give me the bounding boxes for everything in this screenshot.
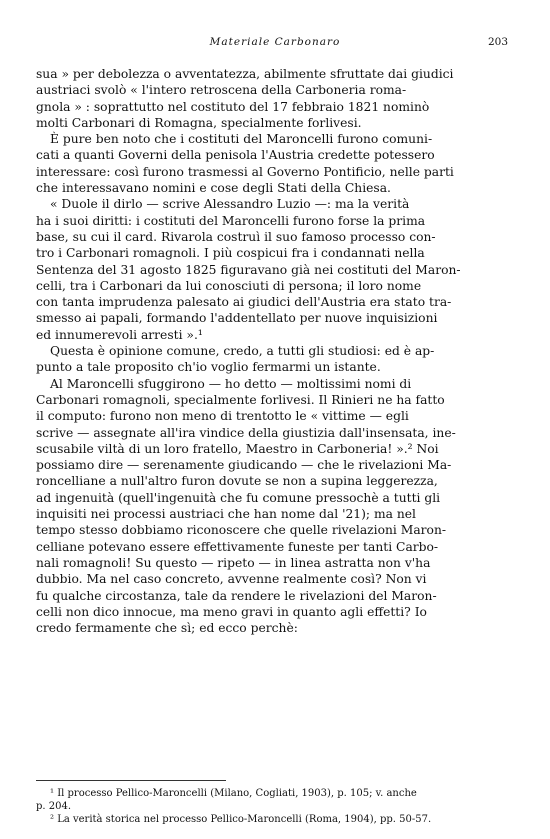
page-header (0, 36, 550, 50)
text-line: tempo stesso dobbiamo riconoscere che quelle rivelazioni Maron- (36, 523, 447, 538)
text-line: ad ingenuità (quell'ingenuità che fu comune pressochè a tutti gli (36, 490, 441, 505)
text-line: nali romagnoli! Su questo — ripeto — in linea astratta non v'ha (36, 555, 431, 570)
running-title: Materiale Carbonaro (209, 36, 341, 48)
text-line: con tanta imprudenza palesato ai giudici dell'Austria era stato tra- (36, 295, 452, 310)
text-line: roncelliane a null'altro furon dovute se non a supina leggerezza, (36, 474, 438, 489)
text-line: il computo: furono non meno di trentotto le « vittime — egli (36, 409, 409, 424)
text-line: « Duole il dirlo — scrive Alessandro Luzio —: ma la verità (50, 197, 410, 212)
text-line: austriaci svolò « l'intero retroscena della Carboneria roma- (36, 83, 407, 98)
text-line: Questa è opinione comune, credo, a tutti gli studiosi: ed è ap- (50, 344, 435, 359)
text-line: smesso ai papali, formando l'addentellato per nuove inquisizioni (36, 311, 438, 326)
text-line: celli non dico innocue, ma meno gravi in quanto agli effetti? Io (36, 604, 427, 619)
footnote-line: ² La verità storica nel processo Pellico-Maroncelli (Roma, 1904), pp. 50-57. (50, 814, 432, 825)
text-line: È pure ben noto che i costituti del Maroncelli furono comuni- (50, 132, 433, 147)
text-line: sua » per debolezza o avventatezza, abilmente sfruttate dai giudici (36, 67, 454, 81)
text-line: gnola » : soprattutto nel costituto del 17 febbraio 1821 nominò (36, 99, 430, 114)
text-line: fu qualche circostanza, tale da rendere le rivelazioni del Maron- (36, 588, 437, 603)
text-line: celliane potevano essere effettivamente funeste per tanti Carbo- (36, 539, 439, 554)
page-number: 203 (487, 36, 508, 48)
text-line: scusabile viltà di un loro fratello, Maestro in Carboneria! ».² Noi (36, 441, 439, 456)
text-line: ha i suoi diritti: i costituti del Maroncelli furono forse la prima (36, 213, 426, 228)
text-line: tro i Carbonari romagnoli. I più cospicui fra i condannati nella (36, 246, 425, 261)
footnotes (36, 787, 516, 826)
text-line: interessare: così furono trasmessi al Governo Pontificio, nelle parti (36, 164, 454, 179)
text-line: Carbonari romagnoli, specialmente forlivesi. Il Rinieri ne ha fatto (36, 392, 445, 407)
text-line: Al Maroncelli sfuggirono — ho detto — moltissimi nomi di (50, 376, 412, 391)
text-line: cati a quanti Governi della penisola l'Austria credette potessero (36, 148, 435, 163)
text-line: dubbio. Ma nel caso concreto, avvenne realmente così? Non vi (36, 572, 427, 587)
text-line: scrive — assegnate all'ira vindice della giustizia dall'insensata, ine- (36, 425, 456, 440)
text-line: celli, tra i Carbonari da lui conosciuti di persona; il loro nome (36, 278, 422, 293)
text-line: ed innumerevoli arresti ».¹ (36, 327, 203, 342)
text-line: punto a tale proposito ch'io voglio fermarmi un istante. (36, 360, 381, 375)
footnote-line: ¹ Il processo Pellico-Maroncelli (Milano, Cogliati, 1903), p. 105; v. anche (50, 788, 417, 799)
body-text (36, 66, 516, 636)
text-line: molti Carbonari di Romagna, specialmente forlivesi. (36, 115, 362, 130)
text-line: possiamo dire — serenamente giudicando — che le rivelazioni Ma- (36, 458, 452, 473)
text-line: che interessavano nomini e cose degli Stati della Chiesa. (36, 181, 391, 196)
text-line: credo fermamente che sì; ed ecco perchè: (36, 621, 298, 636)
footnote-divider (36, 780, 226, 781)
footnote-line: p. 204. (36, 801, 72, 812)
text-line: Sentenza del 31 agosto 1825 figuravano già nei costituti del Maron- (36, 262, 461, 277)
text-line: base, su cui il card. Rivarola costruì il suo famoso processo con- (36, 229, 436, 244)
text-line: inquisiti nei processi austriaci che han nome dal '21); ma nel (36, 507, 416, 522)
